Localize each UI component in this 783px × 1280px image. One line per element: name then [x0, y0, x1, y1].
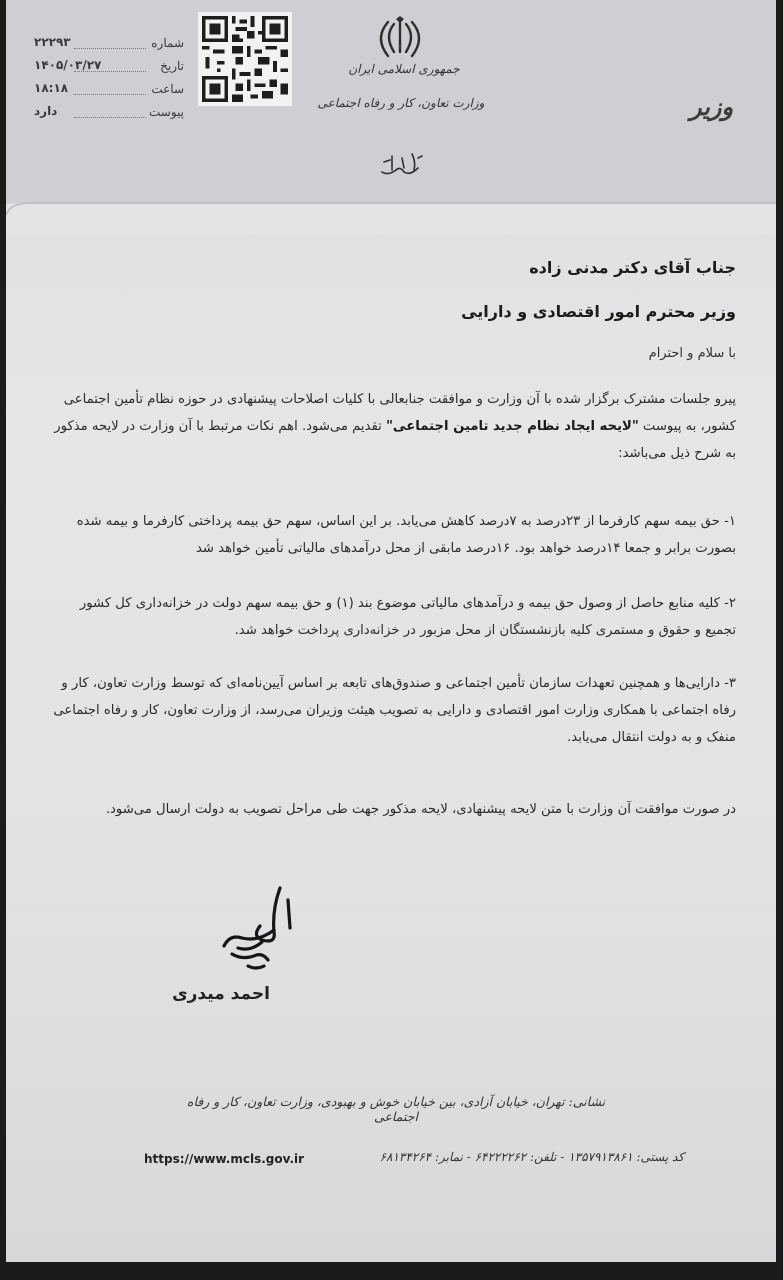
meta-date-label: تاریخ — [160, 59, 184, 73]
meta-date-value: ۱۴۰۵/۰۳/۲۷ — [34, 58, 102, 72]
meta-attachment — [14, 103, 184, 126]
meta-time — [14, 80, 184, 103]
meta-number — [14, 34, 184, 57]
footer-contact: کد پستی: ۱۳۵۷۹۱۳۸۶۱ - تلفن: ۶۴۲۲۲۲۶۲ - نمابر: ۶۸۱۳۴۲۶۴ — [379, 1150, 684, 1164]
item-3: ۳- دارایی‌ها و همچنین تعهدات سازمان تأمین اجتماعی و صندوق‌های تابعه بر اساس آیین‌نامه‌ای که توسط وزارت تعاون، کار و رفاه اجتماعی با همکاری وزارت امور اقتصادی و دارایی به تصویب هیئت وزیران می‌رسد، از وزارت تعاون، کار و رفاه اجتماعی منفک و به دولت انتقال می‌یابد. — [53, 676, 736, 745]
meta-dots — [74, 48, 146, 49]
basmala-calligraphy — [378, 148, 426, 178]
greeting: با سلام و احترام — [648, 346, 736, 361]
intro-paragraph — [46, 386, 736, 467]
meta-number-label: شماره — [151, 36, 184, 50]
footer-contact-row — [144, 1148, 684, 1172]
meta-time-value: ۱۸:۱۸ — [34, 81, 69, 95]
letterhead-divider — [6, 175, 776, 235]
intro-text-part2: تقدیم می‌شود. اهم نکات مرتبط با آن وزارت در لایحه مذکور به شرح ذیل می‌باشد: — [54, 419, 736, 461]
meta-attachment-label: پیوست — [149, 105, 184, 119]
country-name: جمهوری اسلامی ایران — [348, 62, 460, 76]
qr-code-icon — [198, 12, 292, 106]
handwritten-signature — [202, 880, 302, 980]
meta-dots — [74, 94, 146, 95]
item-2: ۲- کلیه منابع حاصل از وصول حق بیمه و درآمدهای مالیاتی موضوع بند (۱) و حق بیمه سهم دولت در خزانه‌داری کل کشور تجمیع و حقوق و مستمری کلیه بازنشستگان از محل مزبور در خزانه‌داری پرداخت خواهد شد. — [79, 596, 736, 638]
meta-attachment-value: دارد — [34, 104, 58, 118]
letter-page — [6, 0, 776, 1262]
footer-address: نشانی: تهران، خیابان آزادی، بین خیابان خوش و بهبودی، وزارت تعاون، کار و رفاه اجتماعی — [186, 1094, 606, 1124]
signer-name: احمد میدری — [172, 984, 270, 1004]
website-link[interactable]: https://www.mcls.gov.ir — [144, 1152, 305, 1166]
bill-title: "لایحه ایجاد نظام جدید تامین اجتماعی" — [386, 419, 639, 434]
meta-number-value: ۲۲۲۹۳ — [34, 35, 71, 49]
office-title: وزیر — [690, 92, 734, 121]
recipient-name: جناب آقای دکتر مدنی زاده — [529, 258, 736, 277]
letter-meta — [14, 34, 184, 126]
iran-emblem-icon — [374, 16, 426, 60]
intro-text-part1: پیرو جلسات مشترک برگزار شده با آن وزارت و موافقت جنابعالی با کلیات اصلاحات پیشنهادی در حوزه نظام تأمین اجتماعی کشور، به پیوست — [63, 392, 736, 434]
closing-paragraph: در صورت موافقت آن وزارت با متن لایحه پیشنهادی، لایحه مذکور جهت طی مراحل تصویب به دولت ارسال می‌شود. — [105, 802, 736, 817]
meta-date — [14, 57, 184, 80]
meta-dots — [74, 117, 146, 118]
ministry-name: وزارت تعاون، کار و رفاه اجتماعی — [317, 96, 485, 110]
recipient-title: وزیر محترم امور اقتصادی و دارایی — [461, 302, 736, 321]
meta-time-label: ساعت — [151, 82, 184, 96]
item-1: ۱- حق بیمه سهم کارفرما از ۲۳درصد به ۷درصد کاهش می‌یابد. بر این اساس، سهم حق بیمه پرداختی کارفرما و بیمه شده بصورت برابر و جمعا ۱۴درصد خواهد بود. ۱۶درصد مابقی از محل درآمدهای مالیاتی تأمین خواهد شد — [76, 514, 736, 556]
